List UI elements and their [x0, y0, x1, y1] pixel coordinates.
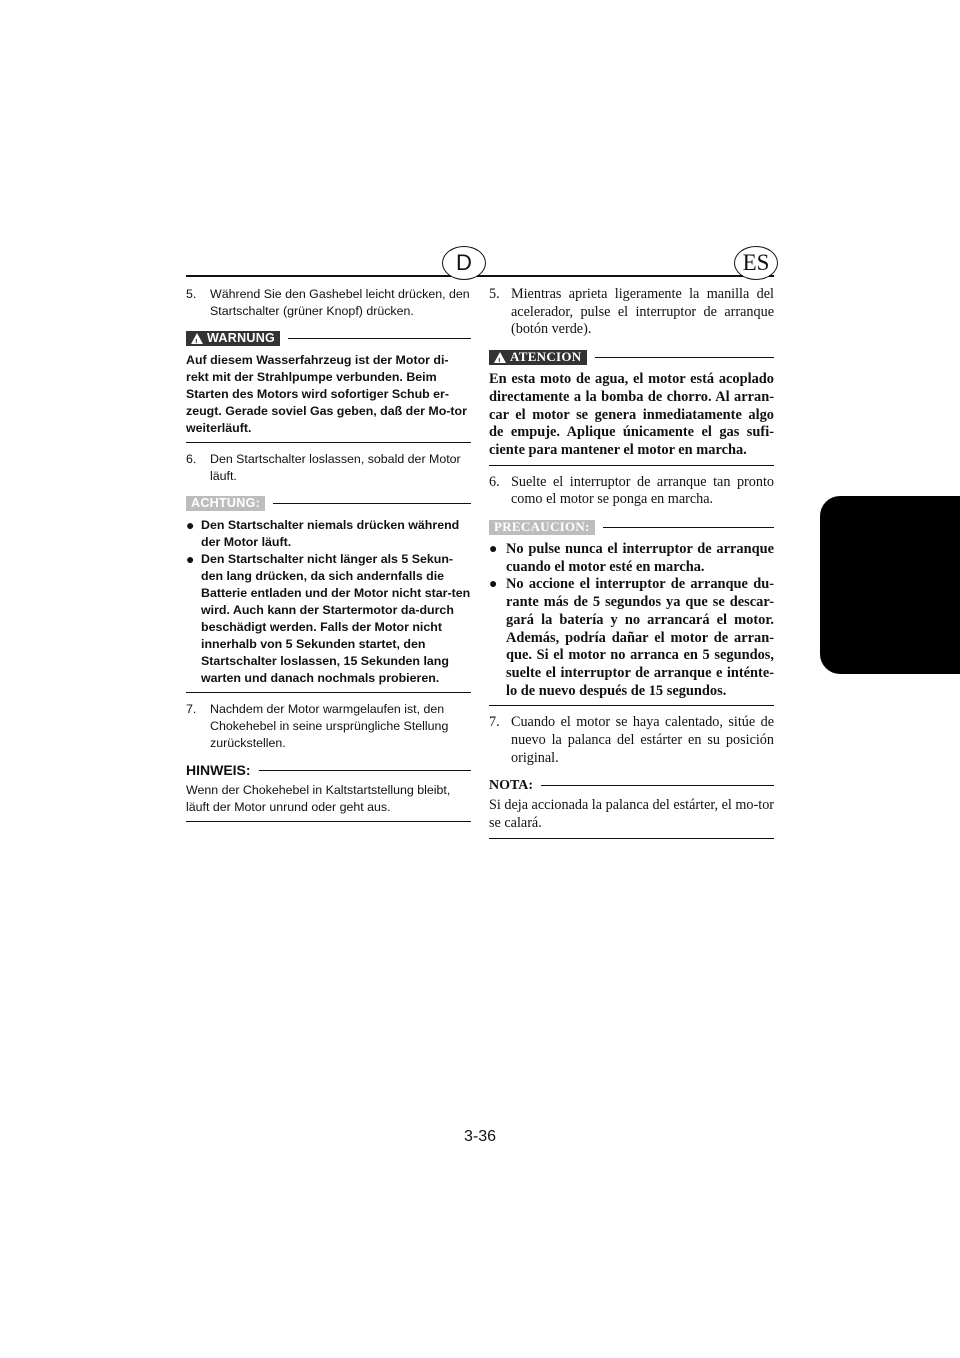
- precaucion-bullet: [489, 541, 774, 576]
- achtung-header: [186, 493, 471, 513]
- warning-triangle-icon: [191, 333, 203, 344]
- german-column: [186, 286, 471, 822]
- achtung-bullet: [186, 517, 471, 551]
- precaucion-body: [489, 537, 774, 706]
- german-step-5: [186, 286, 471, 320]
- bullet-icon: ●: [186, 517, 195, 533]
- atencion-text: En esta moto de agua, el motor está acoplado directamente a la bomba de chorro. Al arran-car el motor se genera inmediatamente algo de empuje. Aplique únicamente el gas sufi-ciente para mantener el motor en marcha.: [489, 367, 774, 466]
- header-rule: [186, 275, 774, 277]
- nota-header: [489, 775, 774, 795]
- step-text: Während Sie den Gashebel leicht drücken, den Startschalter (grüner Knopf) drücken.: [210, 287, 470, 318]
- german-step-6: [186, 451, 471, 485]
- notice-rule: [603, 527, 774, 528]
- spanish-step-7: [489, 714, 774, 767]
- nota-text: Si deja accionada la palanca del estárter, el mo-tor se calará.: [489, 795, 774, 838]
- notice-rule: [288, 338, 471, 339]
- bullet-text: No accione el interruptor de arranque du-rante más de 5 segundos ya que se descar-gará la batería y no arrancará el motor. Además, podría dañar el motor de arran-que. Si el motor no arranca en 5 segundos, suelte el interruptor de arranque e inténte-lo de nuevo después de 15 segundos.: [506, 576, 774, 699]
- atencion-label: ATENCION: [510, 349, 582, 365]
- step-text: Suelte el interruptor de arranque tan pronto como el motor se ponga en marcha.: [511, 473, 774, 508]
- german-step-7: [186, 701, 471, 752]
- step-number: 5.: [186, 287, 197, 301]
- step-text: Cuando el motor se haya calentado, sitúe de nuevo la palanca del estárter en su posición original.: [511, 714, 774, 766]
- precaucion-badge: PRECAUCION:: [489, 520, 595, 535]
- hinweis-text: Wenn der Chokehebel in Kaltstartstellung bleibt, läuft der Motor unrund oder geht aus.: [186, 780, 471, 822]
- step-number: 6.: [186, 452, 197, 466]
- achtung-body: [186, 513, 471, 693]
- notice-rule: [541, 785, 774, 786]
- warnung-badge: [186, 331, 280, 346]
- bullet-text: No pulse nunca el interruptor de arranque cuando el motor esté en marcha.: [506, 541, 774, 575]
- atencion-header: [489, 347, 774, 367]
- spanish-step-5: [489, 286, 774, 339]
- hinweis-label: HINWEIS:: [186, 761, 251, 778]
- achtung-bullet: [186, 551, 471, 687]
- step-number: 5.: [489, 286, 500, 302]
- language-badge-spanish: ES: [734, 246, 778, 280]
- nota-label: NOTA:: [489, 777, 534, 793]
- warnung-label: WARNUNG: [207, 330, 276, 345]
- achtung-badge: ACHTUNG:: [186, 496, 265, 511]
- step-number: 6.: [489, 473, 500, 490]
- precaucion-bullet: [489, 576, 774, 700]
- warnung-text: Auf diesem Wasserfahrzeug ist der Motor di-rekt mit der Strahlpumpe verbunden. Beim Starten des Motors wird sofortiger Schub er-zeugt. Gerade soviel Gas geben, daß der Mo-tor weiterläuft.: [186, 348, 471, 443]
- bullet-text: Den Startschalter niemals drücken während der Motor läuft.: [201, 518, 460, 549]
- notice-rule: [595, 357, 774, 358]
- hinweis-header: [186, 760, 471, 780]
- step-text: Mientras aprieta ligeramente la manilla del acelerador, pulse el interruptor de arranque (botón verde).: [511, 286, 774, 338]
- notice-rule: [273, 503, 471, 504]
- warnung-header: [186, 328, 471, 348]
- page-number: 3-36: [463, 1128, 497, 1145]
- step-number: 7.: [186, 702, 197, 716]
- warning-triangle-icon: [494, 352, 506, 363]
- atencion-badge: [489, 350, 587, 365]
- step-number: 7.: [489, 714, 500, 731]
- spanish-step-6: [489, 474, 774, 509]
- bullet-text: Den Startschalter nicht länger als 5 Sekun-den lang drücken, da sich andernfalls die Batterie entladen und der Motor nicht star-ten wird. Auch kann der Startermotor da-durch beschädigt werden. Falls der Motor nicht innerhalb von 5 Sekunden startet, den Startschalter loslassen, 15 Sekunden lang warten und danach nochmals probieren.: [201, 552, 471, 685]
- step-text: Nachdem der Motor warmgelaufen ist, den Chokehebel in seine ursprüngliche Stellung zurückstellen.: [210, 702, 449, 750]
- step-text: Den Startschalter loslassen, sobald der Motor läuft.: [210, 452, 461, 483]
- language-badge-german: D: [442, 246, 486, 280]
- precaucion-header: [489, 517, 774, 537]
- spanish-column: [489, 286, 774, 839]
- chapter-thumb-tab: [820, 496, 960, 674]
- bullet-icon: ●: [489, 542, 498, 558]
- bullet-icon: ●: [489, 577, 498, 593]
- bullet-icon: ●: [186, 551, 195, 567]
- notice-rule: [259, 770, 471, 771]
